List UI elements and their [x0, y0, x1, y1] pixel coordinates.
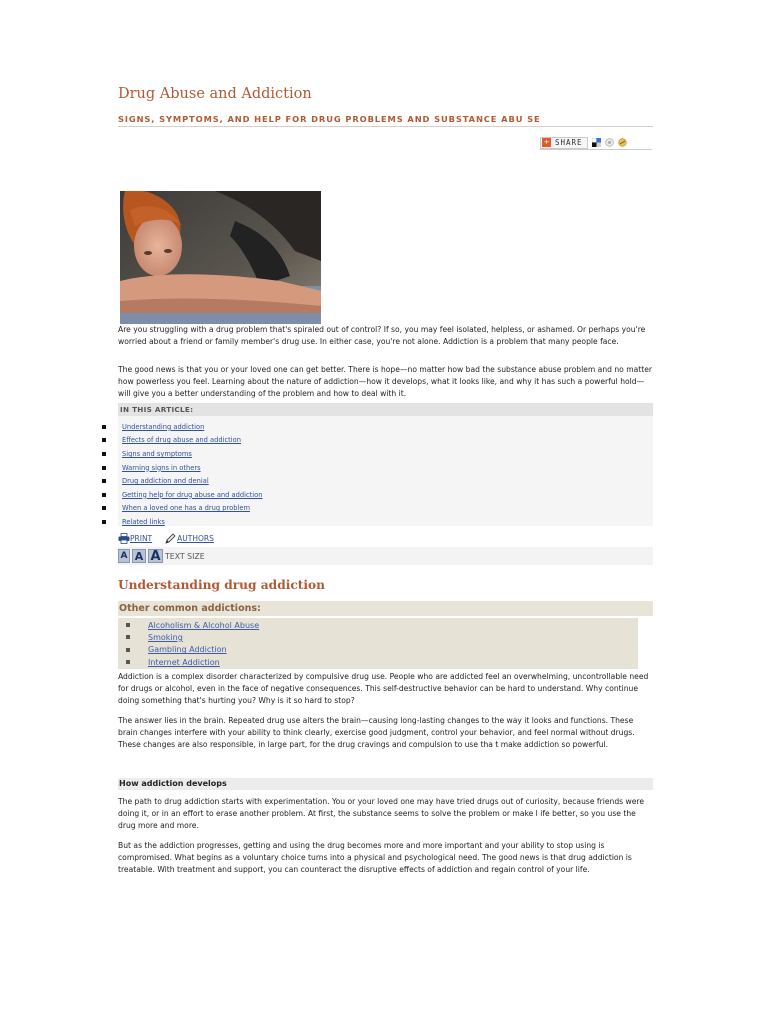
text-size-label: TEXT SIZE: [165, 551, 205, 561]
bullet-icon: [102, 479, 106, 483]
section-title: Understanding drug addiction: [118, 578, 326, 592]
list-item: [102, 447, 262, 461]
bullet-icon: [102, 466, 106, 470]
print-link[interactable]: PRINT: [130, 534, 153, 543]
section-paragraph-2: The answer lies in the brain. Repeated drug use alters the brain—causing long-lasting changes to the way it looks and functions. These brain changes interfere with your ability to think clearly, exercise good judgment, control your behavior, and feel normal without drugs. These changes are also responsible, in large part, for the drug cravings and compulsion to use tha t make addiction so powerful.: [118, 716, 635, 750]
intro-paragraph-1: Are you struggling with a drug problem that's spiraled out of control? If so, you may feel isolated, helpless, or ashamed. Or perhaps you're worried about a friend or family member's drug use. In either case, you're not alone. Addiction is a problem that many people face.: [118, 325, 646, 347]
list-item: [102, 434, 262, 448]
page-subtitle: SIGNS, SYMPTOMS, AND HELP FOR DRUG PROBLEMS AND SUBSTANCE ABU SE: [118, 114, 541, 124]
other-addictions-heading: Other common addictions:: [118, 601, 653, 616]
bullet-icon: [126, 635, 130, 639]
text-size-medium-button[interactable]: A: [132, 549, 146, 563]
list-item: [102, 488, 262, 502]
toc-link-loved-one[interactable]: When a loved one has a drug problem: [122, 504, 250, 513]
page-title: Drug Abuse and Addiction: [118, 86, 312, 102]
delicious-icon[interactable]: [592, 138, 601, 147]
list-item: [102, 474, 262, 488]
text-size-small-button[interactable]: A: [118, 549, 130, 563]
printer-icon[interactable]: [118, 533, 130, 544]
share-icon: +: [543, 138, 550, 146]
develops-paragraph-1: The path to drug addiction starts with experimentation. You or your loved one may have tried drugs out of curiosity, because friends were doing it, or in an effort to erase another problem. At first, the substance seems to solve the problem or make l ife better, so you use the drug more and more.: [118, 797, 645, 831]
toc-list: [102, 420, 262, 529]
bullet-icon: [126, 660, 130, 664]
article-tools: [118, 533, 214, 544]
bullet-icon: [126, 648, 130, 652]
bullet-icon: [102, 506, 106, 510]
other-addictions-list: [126, 619, 259, 668]
toc-link-effects[interactable]: Effects of drug abuse and addiction: [122, 436, 241, 445]
intro-paragraph-2: The good news is that you or your loved one can get better. There is hope—no matter how bad the substance abuse problem and no matter how powerless you feel. Learning about the nature of addiction—how it develops, what it looks like, and why it has such a powerful hold—will give you a better understanding of the problem and how to deal with it.: [118, 365, 653, 399]
bullet-icon: [126, 623, 130, 627]
toc-link-warning-signs[interactable]: Warning signs in others: [122, 463, 201, 472]
text-size-large-button[interactable]: A: [148, 549, 163, 563]
share-bar: [540, 136, 652, 150]
list-item: [126, 631, 259, 643]
subsection-heading: How addiction develops: [118, 778, 653, 790]
list-item: [102, 502, 262, 516]
toc-heading: IN THIS ARTICLE:: [118, 403, 653, 416]
develops-paragraph-2: But as the addiction progresses, getting and using the drug becomes more and more important and your ability to stop using is compromised. What begins as a voluntary choice turns into a physical and psychological need. The good news is that drug addiction is treatable. With treatment and support, you can counteract the disruptive effects of addiction and regain control of your life.: [118, 841, 632, 875]
bullet-icon: [102, 493, 106, 497]
authors-link[interactable]: AUTHORS: [177, 534, 214, 543]
bullet-icon: [102, 452, 106, 456]
link-internet[interactable]: Internet Addiction: [148, 657, 220, 667]
toc-link-denial[interactable]: Drug addiction and denial: [122, 477, 209, 486]
text-size-bar: [118, 547, 653, 565]
divider: [118, 126, 653, 127]
list-item: [102, 515, 262, 529]
toc-link-related-links[interactable]: Related links: [122, 517, 165, 526]
bullet-icon: [102, 425, 106, 429]
bullet-icon: [102, 438, 106, 442]
link-gambling[interactable]: Gambling Addiction: [148, 645, 227, 655]
stumbleupon-icon[interactable]: [618, 138, 627, 147]
list-item: [126, 619, 259, 631]
share-button[interactable]: [540, 137, 588, 149]
toc-link-signs-symptoms[interactable]: Signs and symptoms: [122, 449, 192, 458]
section-paragraph-1: Addiction is a complex disorder characterized by compulsive drug use. People who are addicted feel an overwhelming, uncontrollable need for drugs or alcohol, even in the face of negative consequences. This self-destructive behavior can be hard to understand. Why continue doing something that's hurting you? Why is it so hard to stop?: [118, 672, 649, 706]
list-item: [126, 644, 259, 656]
bullet-icon: [102, 520, 106, 524]
toc-link-understanding-addiction[interactable]: Understanding addiction: [122, 422, 205, 431]
list-item: [102, 420, 262, 434]
link-alcoholism[interactable]: Alcoholism & Alcohol Abuse: [148, 620, 260, 630]
share-label: SHARE: [555, 138, 583, 147]
toc-link-getting-help[interactable]: Getting help for drug abuse and addiction: [122, 490, 263, 499]
pencil-icon[interactable]: [165, 533, 177, 544]
digg-icon[interactable]: [605, 138, 614, 147]
list-item: [126, 656, 259, 668]
list-item: [102, 461, 262, 475]
hero-photo: [120, 191, 321, 324]
link-smoking[interactable]: Smoking: [148, 632, 183, 642]
